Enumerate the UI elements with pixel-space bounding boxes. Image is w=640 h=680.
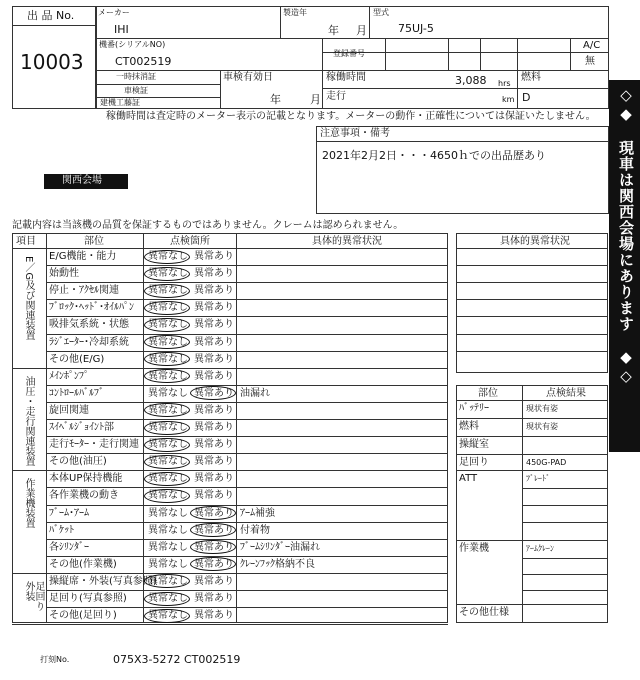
category-label: E／G及び関連装置: [23, 256, 34, 341]
result-part: 足回り: [459, 457, 489, 468]
row-part: 始動性: [49, 268, 79, 280]
row-part: その他(作業機): [49, 558, 117, 570]
normal-option: 異常なし: [148, 285, 188, 297]
selected-status-circle: [144, 352, 190, 366]
row-part: 走行ﾓｰﾀｰ・走行関連: [49, 439, 139, 451]
normal-option: 異常なし: [148, 302, 188, 314]
year-label: 製造年: [283, 8, 307, 17]
normal-option: 異常なし: [148, 251, 188, 262]
lot-label: 出 品 No.: [27, 9, 75, 22]
right-detail-header: 具体的異常状況: [500, 236, 570, 247]
disclaimer-text: 記載内容は当該機の品質を保証するものではありません。クレームは認められません。: [12, 220, 404, 231]
result-value: 現状有姿: [526, 404, 558, 413]
abnormal-option: 異常あり: [194, 610, 234, 622]
row-part: 吸排気系統・状態: [49, 319, 129, 331]
row-part: ｽｲﾍﾞﾙｼﾞｮｲﾝﾄ部: [49, 422, 114, 433]
abnormal-option: 異常あり: [194, 490, 234, 502]
abnormal-option: 異常あり: [194, 302, 234, 314]
km-unit: km: [502, 95, 515, 104]
abnormal-option: 異常あり: [194, 524, 234, 536]
footer-value: 075X3-5272 CT002519: [113, 653, 241, 666]
abnormal-option: 異常あり: [194, 507, 234, 519]
row-detail: ｸﾚｰﾝﾌｯｸ格納不良: [240, 558, 315, 570]
footer-label: 打刻No.: [40, 655, 70, 664]
normal-option: 異常なし: [148, 319, 188, 331]
notes-label: 注意事項・備考: [320, 128, 390, 139]
category-label: 作業機装置: [23, 478, 34, 529]
row-part: 停止・ｱｸｾﾙ関連: [49, 285, 119, 297]
normal-option: 異常なし: [148, 336, 188, 348]
normal-option: 異常なし: [148, 456, 188, 468]
abnormal-option: 異常あり: [194, 319, 234, 331]
ac-value: 無: [585, 56, 595, 67]
model-label: 型式: [373, 8, 389, 17]
selected-status-circle: [144, 250, 190, 264]
result-value: ﾌﾞﾚｰﾄﾞ: [526, 474, 550, 483]
result-value: ｱｰﾑｸﾚｰﾝ: [526, 544, 554, 553]
row-part: 足回り(写真参照): [49, 593, 127, 604]
normal-option: 異常なし: [148, 439, 188, 451]
normal-option: 異常なし: [148, 473, 188, 485]
location-sidebar-text: ◇◆ 現車は関西会場にあります ◆◇: [617, 86, 635, 386]
inspection-date-label: 車検有効日: [223, 72, 273, 83]
result-part: ﾊﾞｯﾃﾘｰ: [459, 403, 489, 414]
result-part: 作業機: [459, 543, 489, 554]
fuel-label: 燃料: [521, 72, 541, 83]
hours-label: 稼働時間: [326, 72, 366, 83]
abnormal-option: 異常あり: [194, 353, 234, 365]
result-value: 450G-PAD: [526, 458, 567, 467]
month-unit: 月: [356, 24, 367, 37]
hours-value: 3,088: [455, 74, 487, 87]
normal-option: 異常なし: [148, 524, 188, 536]
normal-option: 異常なし: [148, 387, 188, 399]
work-cert-label: 建機工藤証: [100, 98, 140, 107]
selected-status-circle: [144, 301, 190, 315]
hours-unit: hrs: [498, 79, 511, 88]
normal-option: 異常なし: [148, 541, 188, 553]
notes-box: [316, 126, 609, 214]
row-part: 本体UP保持機能: [49, 473, 123, 485]
category-label: 足回り外装: [23, 580, 44, 611]
normal-option: 異常なし: [148, 558, 188, 570]
row-detail: ﾌﾞｰﾑｼﾘﾝﾀﾞｰ油漏れ: [240, 541, 320, 553]
normal-option: 異常なし: [148, 593, 188, 604]
abnormal-option: 異常あり: [194, 404, 234, 416]
selected-status-circle: [144, 267, 190, 281]
header-item: 項目: [16, 236, 36, 247]
abnormal-option: 異常あり: [194, 575, 234, 587]
abnormal-option: 異常あり: [194, 422, 234, 433]
result-value: 現状有姿: [526, 422, 558, 431]
lot-number: 10003: [20, 50, 84, 74]
abnormal-option: 異常あり: [194, 370, 234, 382]
ac-label: A/C: [583, 40, 601, 51]
row-part: その他(足回り): [49, 610, 117, 622]
row-part: ﾒｲﾝﾎﾟﾝﾌﾟ: [49, 370, 89, 382]
venue-badge-label: 関西会場: [62, 175, 102, 186]
selected-status-circle: [144, 421, 190, 435]
results-header-result: 点検結果: [546, 388, 586, 399]
selected-status-circle: [144, 609, 190, 623]
row-part: 旋回関連: [49, 404, 89, 416]
normal-option: 異常なし: [148, 268, 188, 280]
normal-option: 異常なし: [148, 610, 188, 622]
normal-option: 異常なし: [148, 422, 188, 433]
abnormal-option: 異常あり: [194, 336, 234, 348]
header-check: 点検箇所: [170, 236, 210, 247]
row-part: 各ｼﾘﾝﾀﾞｰ: [49, 541, 89, 553]
abnormal-option: 異常あり: [194, 541, 234, 553]
row-detail: ｱｰﾑ補強: [240, 507, 275, 519]
abnormal-option: 異常あり: [194, 473, 234, 485]
normal-option: 異常なし: [148, 404, 188, 416]
row-part: ﾊﾞｹｯﾄ: [49, 524, 74, 536]
registration-label: 登録番号: [333, 49, 365, 58]
selected-status-circle: [190, 523, 236, 537]
selected-status-circle: [144, 455, 190, 469]
abnormal-option: 異常あり: [194, 251, 234, 262]
result-part: その他仕様: [459, 607, 509, 618]
selected-status-circle: [190, 506, 236, 520]
selected-status-circle: [144, 335, 190, 349]
header-detail: 具体的異常状況: [312, 236, 382, 247]
model-value: 75UJ-5: [398, 22, 434, 35]
hours-disclaimer: 稼働時間は査定時のメーター表示の記載となります。メーターの動作・正確性については保証いたしません。: [106, 111, 596, 122]
result-part: ATT: [459, 473, 478, 484]
serial-label: 機番(シリアルNO): [99, 40, 166, 49]
result-part: 燃料: [459, 421, 479, 432]
row-part: その他(油圧): [49, 456, 107, 468]
maker-label: メーカー: [98, 8, 130, 17]
normal-option: 異常なし: [148, 575, 188, 587]
serial-value: CT002519: [115, 55, 172, 68]
header-part: 部位: [84, 236, 104, 247]
row-part: ﾌﾞﾛｯｸ･ﾍｯﾄﾞ･ｵｲﾙﾊﾟﾝ: [49, 302, 134, 314]
selected-status-circle: [144, 438, 190, 452]
row-part: ｺﾝﾄﾛｰﾙﾊﾞﾙﾌﾞ: [49, 387, 104, 399]
row-part: 操縦席・外装(写真参照): [49, 575, 157, 587]
selected-status-circle: [144, 318, 190, 332]
normal-option: 異常なし: [148, 490, 188, 502]
abnormal-option: 異常あり: [194, 558, 234, 570]
maker-value: IHI: [114, 23, 129, 36]
year-unit: 年: [328, 24, 339, 37]
abnormal-option: 異常あり: [194, 456, 234, 468]
abnormal-option: 異常あり: [194, 439, 234, 451]
normal-option: 異常なし: [148, 370, 188, 382]
notes-text: 2021年2月2日・・・4650ｈでの出品歴あり: [322, 149, 546, 162]
temp-cert-label: 一時抹消証: [116, 72, 156, 81]
row-part: ﾌﾞｰﾑ･ｱｰﾑ: [49, 507, 89, 519]
row-part: その他(E/G): [49, 353, 105, 365]
row-detail: 油漏れ: [240, 387, 270, 399]
abnormal-option: 異常あり: [194, 285, 234, 297]
results-header-part: 部位: [478, 388, 498, 399]
abnormal-option: 異常あり: [194, 268, 234, 280]
normal-option: 異常なし: [148, 507, 188, 519]
selected-status-circle: [144, 284, 190, 298]
inspection-month-unit: 月: [310, 93, 321, 106]
abnormal-option: 異常あり: [194, 593, 234, 604]
row-detail: 付着物: [240, 524, 270, 536]
category-label: 油圧・走行関連装置: [23, 375, 34, 466]
selected-status-circle: [144, 472, 190, 486]
result-part: 操縦室: [459, 439, 489, 450]
abnormal-option: 異常あり: [194, 387, 234, 399]
vehicle-cert-label: 車検証: [124, 86, 148, 95]
selected-status-circle: [144, 489, 190, 503]
right-detail-table: [456, 233, 608, 373]
distance-label: 走行: [326, 91, 346, 102]
fuel-value: D: [522, 91, 531, 104]
row-part: ﾗｼﾞｴｰﾀｰ･冷却系統: [49, 336, 129, 348]
inspection-year-unit: 年: [270, 93, 281, 106]
location-sidebar: [609, 80, 640, 452]
selected-status-circle: [144, 592, 190, 606]
normal-option: 異常なし: [148, 353, 188, 365]
row-part: E/G機能・能力: [49, 251, 117, 262]
row-part: 各作業機の動き: [49, 490, 119, 502]
